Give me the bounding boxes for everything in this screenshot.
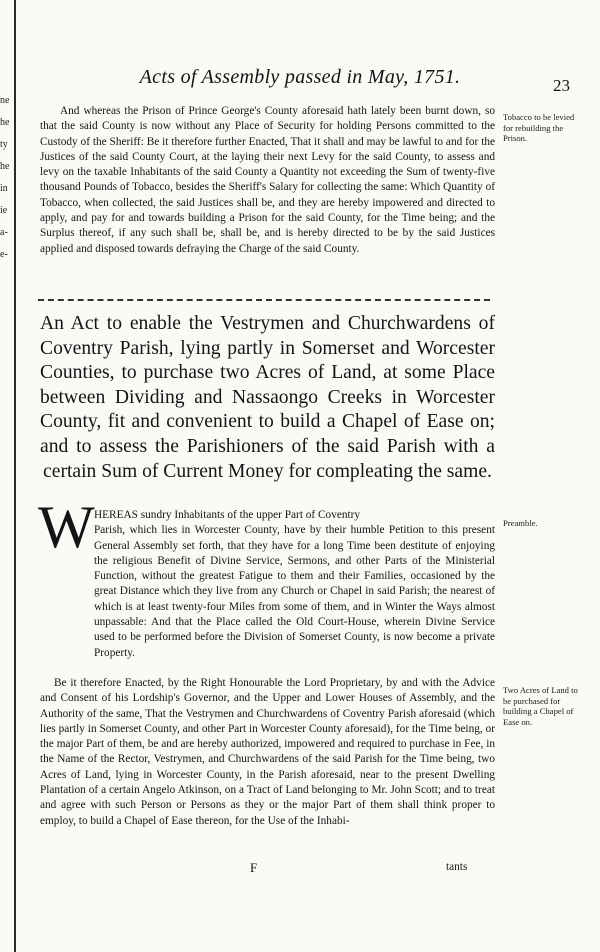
enacting-clause: Be it therefore Enacted, by the Right Honourable the Lord Proprietary, by and with the Advice and Consent of his Lordship's Governor, and the Upper and Lower Houses of Assembly, and the Authority of the same, That the Vestrymen and Churchwardens of Coventry Parish aforesaid (which lies partly in Somerset County, and other Part in Worcester County aforesaid), for the Time being, or the major Part of them, be and are hereby authorized, impowered and required to purchase in Fee, in the Name of the Rector, Vestrymen, and Churchwardens of the said Parish for the Time being, two Acres of Land, lying in Worcester County, in the Parish aforesaid, near to the present Dwelling Plantation of a certain Angelo Atkinson, on a Tract of Land belonging to Mr. John Scott; and to treat and agree with such Person or Persons as they or the major Part of them shall think proper to employ, to build a Chapel of Ease thereon, for the Use of the Inhabi-: [40, 677, 495, 827]
section-divider: [38, 299, 490, 301]
margin-note-prison: Tobacco to be levied for rebuilding the Prison.: [503, 112, 575, 144]
bleed-fragment: ie: [0, 205, 8, 216]
bleed-fragment: he: [0, 161, 10, 172]
bleed-fragment: a-: [0, 227, 8, 238]
catchword: tants: [446, 861, 468, 873]
prison-paragraph-block: [40, 104, 495, 257]
bleed-fragment: ne: [0, 95, 10, 106]
enacting-clause-block: [40, 676, 495, 829]
margin-note-preamble: Preamble.: [503, 518, 538, 528]
bleed-fragment: in: [0, 183, 8, 194]
bleed-fragment: e-: [0, 249, 8, 260]
facing-page-bleed: [0, 90, 14, 266]
bleed-fragment: he: [0, 117, 10, 128]
preamble-first-line: HEREAS sundry Inhabitants of the upper Part of Coventry: [94, 509, 361, 521]
bleed-fragment: ty: [0, 139, 8, 150]
drop-cap: W: [38, 494, 95, 560]
act-title: An Act to enable the Vestrymen and Churchwardens of Coventry Parish, lying partly in Somerset and Worcester Counties, to purchase two Acres of Land, at some Place between Dividing and Nassaongo Creeks in Worcester County, fit and convenient to build a Chapel of Ease on; and to assess the Parishioners of the said Parish with a certain Sum of Current Money for compleating the same.: [40, 313, 495, 482]
preamble-text: Parish, which lies in Worcester County, have by their humble Petition to this present General Assembly set forth, that they have for a long Time been destitute of enjoying the religious Benefit of Divine Service, Sermons, and other Parts of the Ministerial Function, without the greatest Fatigue to them and their Families, occasioned by the great Distance which they live from any Church or Chapel in said Parish; the nearest of which is at least twenty-four Miles from some of them, and in Winter the Ways almost unpassable: And that the Place called the Old Court-House, wherein Divine Service used to be performed before the Division of Somerset County, is now become a private Property.: [94, 524, 495, 659]
margin-note-land: Two Acres of Land to be purchased for building a Chapel of Ease on.: [503, 685, 578, 727]
prison-paragraph: And whereas the Prison of Prince George's County aforesaid hath lately been burnt down, so that the said County is now without any Place of Security for holding Persons committed to the Custody of the Sheriff: Be it therefore further Enacted, That it shall and may be lawful to and for the Justices of the said County Court, at the laying their next Levy for the said County, to assess and levy on the taxable Inhabitants of the said County a Quantity not exceeding the Sum of twenty-five thousand Pounds of Tobacco, besides the Sheriff's Salary for collecting the same: Which Quantity of Tobacco, when collected, the said Justices shall be, and they are hereby impowered and directed to apply, and pay for and towards building a Prison for the said County, for the Time being; and the Surplus thereof, if any such shall be, shall be, and is hereby directed to be by the said Justices applied and disposed towards defraying the Charge of the said County.: [40, 105, 495, 255]
preamble-block: [40, 508, 495, 661]
page-gutter-edge: [14, 0, 16, 952]
page-number: 23: [553, 76, 570, 95]
running-head: Acts of Assembly passed in May, 1751.: [139, 66, 461, 88]
signature-mark: F: [250, 860, 258, 875]
